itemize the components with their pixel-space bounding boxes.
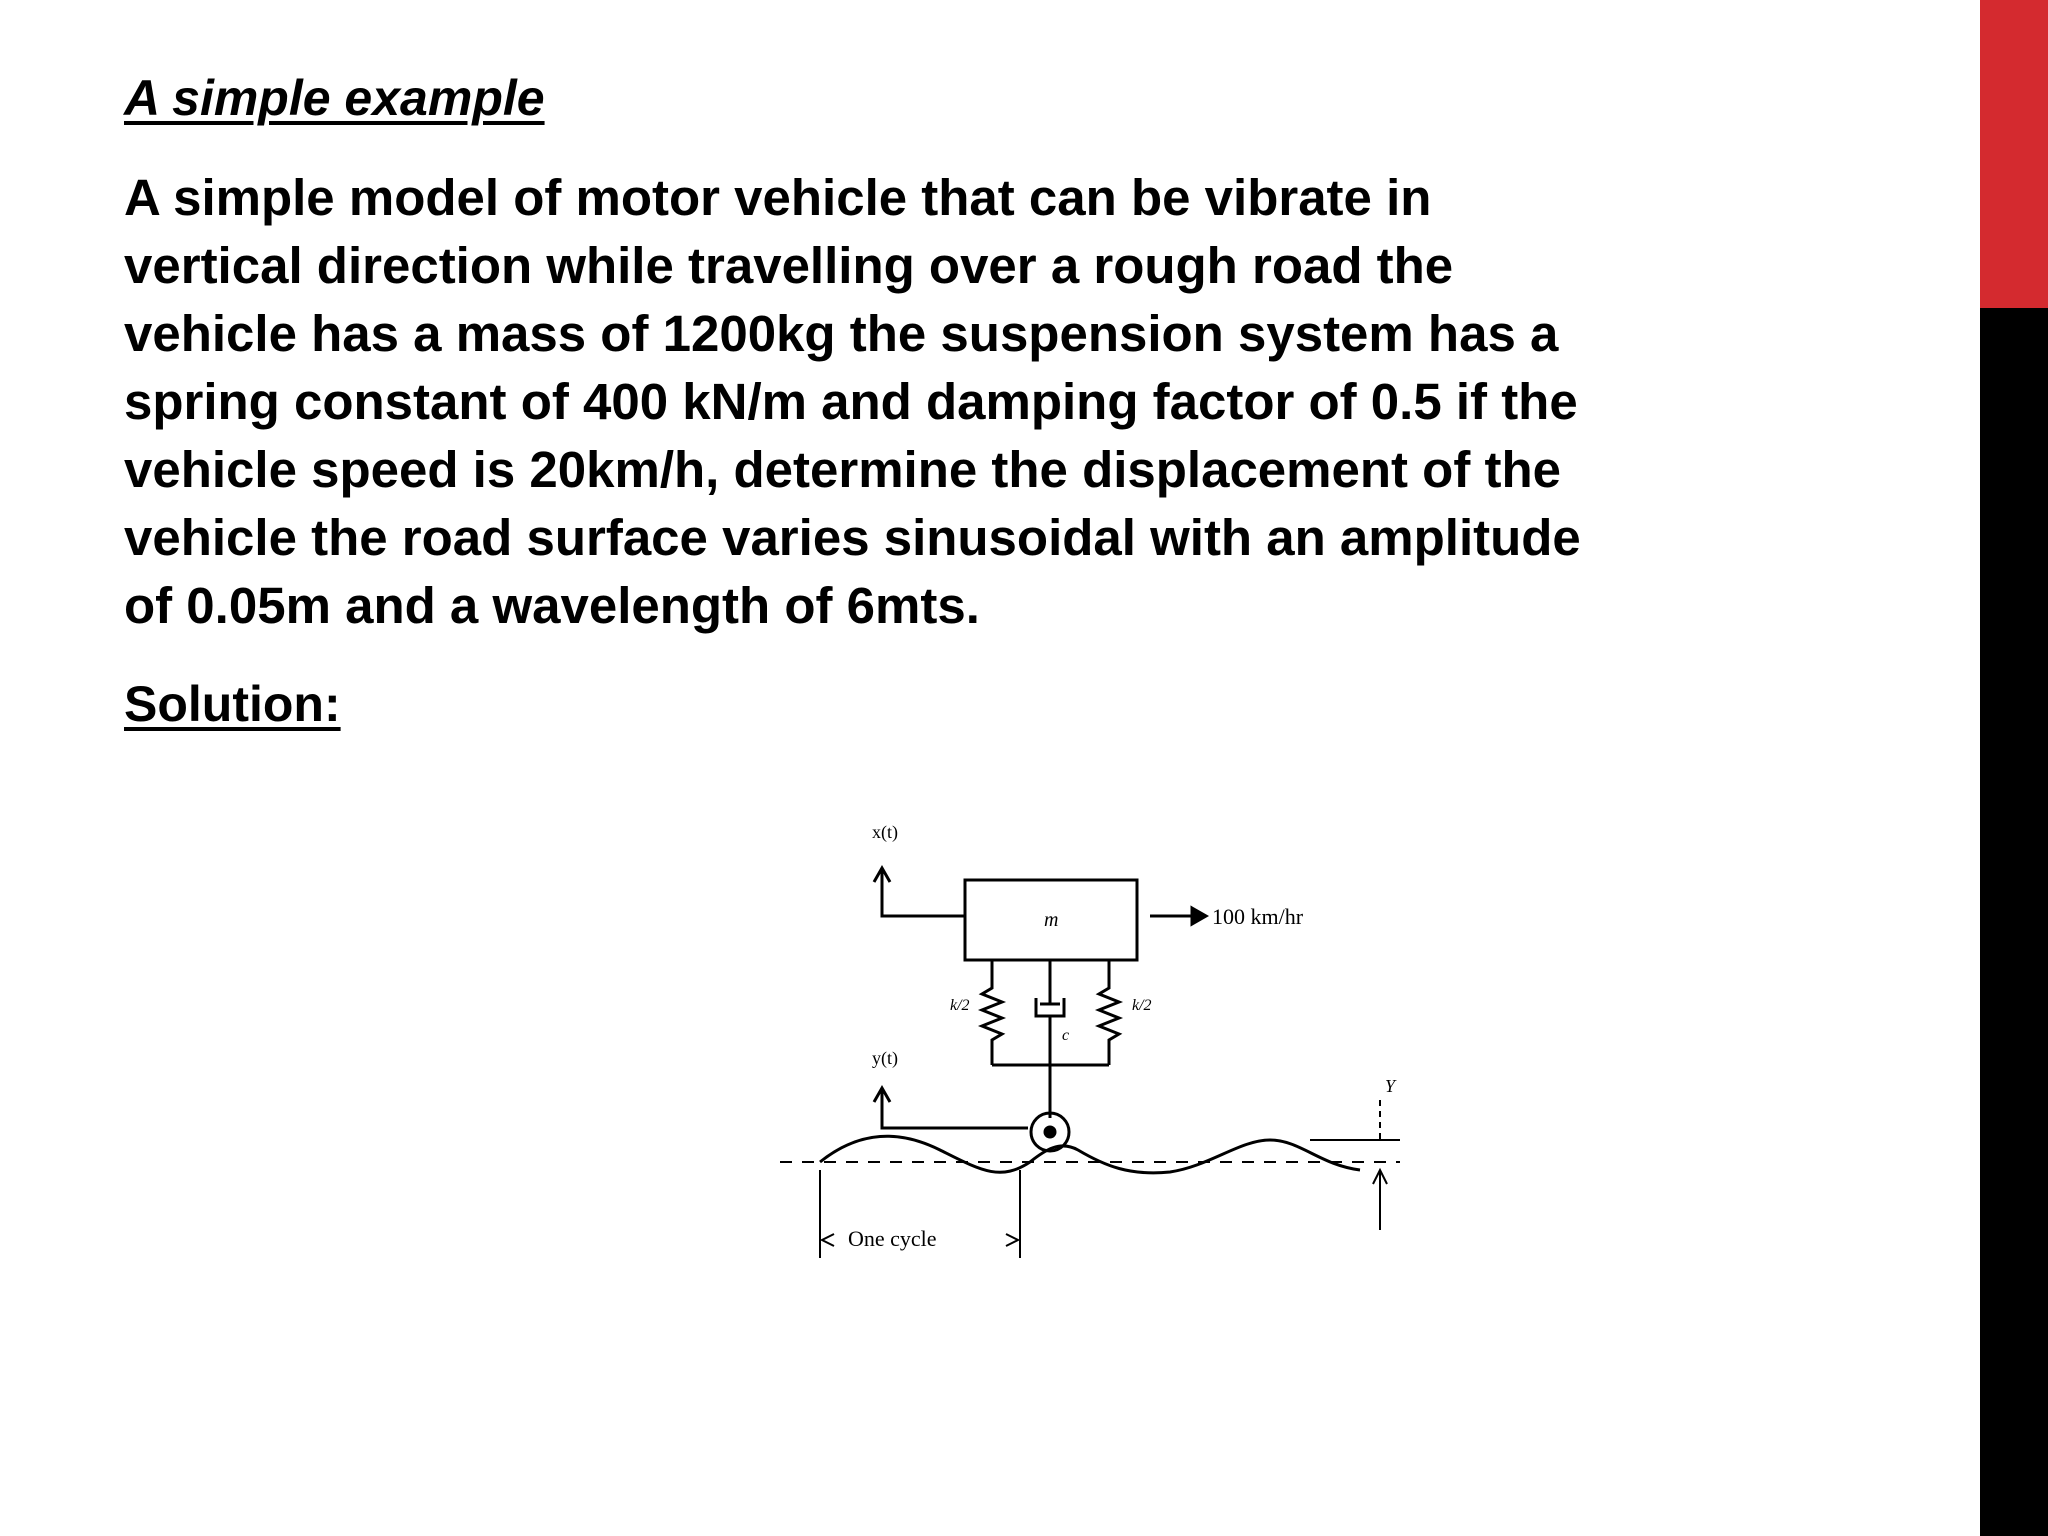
damper bbox=[1036, 982, 1064, 1065]
x-label: x(t) bbox=[872, 822, 898, 842]
problem-line: vehicle the road surface varies sinusoidal with an amplitude bbox=[124, 509, 1581, 566]
right-spring bbox=[1099, 980, 1119, 1065]
problem-line: vehicle speed is 20km/h, determine the displacement of the bbox=[124, 441, 1561, 498]
problem-statement bbox=[124, 164, 1804, 640]
problem-line: of 0.05m and a wavelength of 6mts. bbox=[124, 577, 980, 634]
problem-line: spring constant of 400 kN/m and damping factor of 0.5 if the bbox=[124, 373, 1578, 430]
y-displacement-arrow bbox=[874, 1088, 1028, 1128]
problem-line: A simple model of motor vehicle that can be vibrate in bbox=[124, 169, 1432, 226]
problem-line: vehicle has a mass of 1200kg the suspension system has a bbox=[124, 305, 1559, 362]
road-profile bbox=[820, 1136, 1360, 1173]
spring-label-right: k/2 bbox=[1132, 997, 1152, 1014]
amplitude-marker bbox=[1310, 1100, 1400, 1230]
left-spring bbox=[982, 980, 1002, 1065]
spring-label-left: k/2 bbox=[950, 997, 970, 1014]
cycle-label: One cycle bbox=[848, 1226, 937, 1251]
solution-heading: Solution: bbox=[124, 676, 341, 732]
mass-label: m bbox=[1044, 909, 1059, 931]
vehicle-suspension-diagram bbox=[760, 810, 1420, 1280]
amplitude-label: Y bbox=[1385, 1076, 1396, 1096]
speed-label: 100 km/hr bbox=[1212, 904, 1304, 929]
accent-bar-red bbox=[1980, 0, 2048, 308]
damper-label: c bbox=[1062, 1027, 1070, 1044]
y-label: y(t) bbox=[872, 1048, 898, 1068]
problem-line: vertical direction while travelling over a rough road the bbox=[124, 237, 1454, 294]
accent-bar-black bbox=[1980, 308, 2048, 1536]
slide-title: A simple example bbox=[124, 70, 545, 126]
x-displacement-arrow bbox=[874, 868, 965, 916]
speed-arrow bbox=[1150, 908, 1206, 924]
